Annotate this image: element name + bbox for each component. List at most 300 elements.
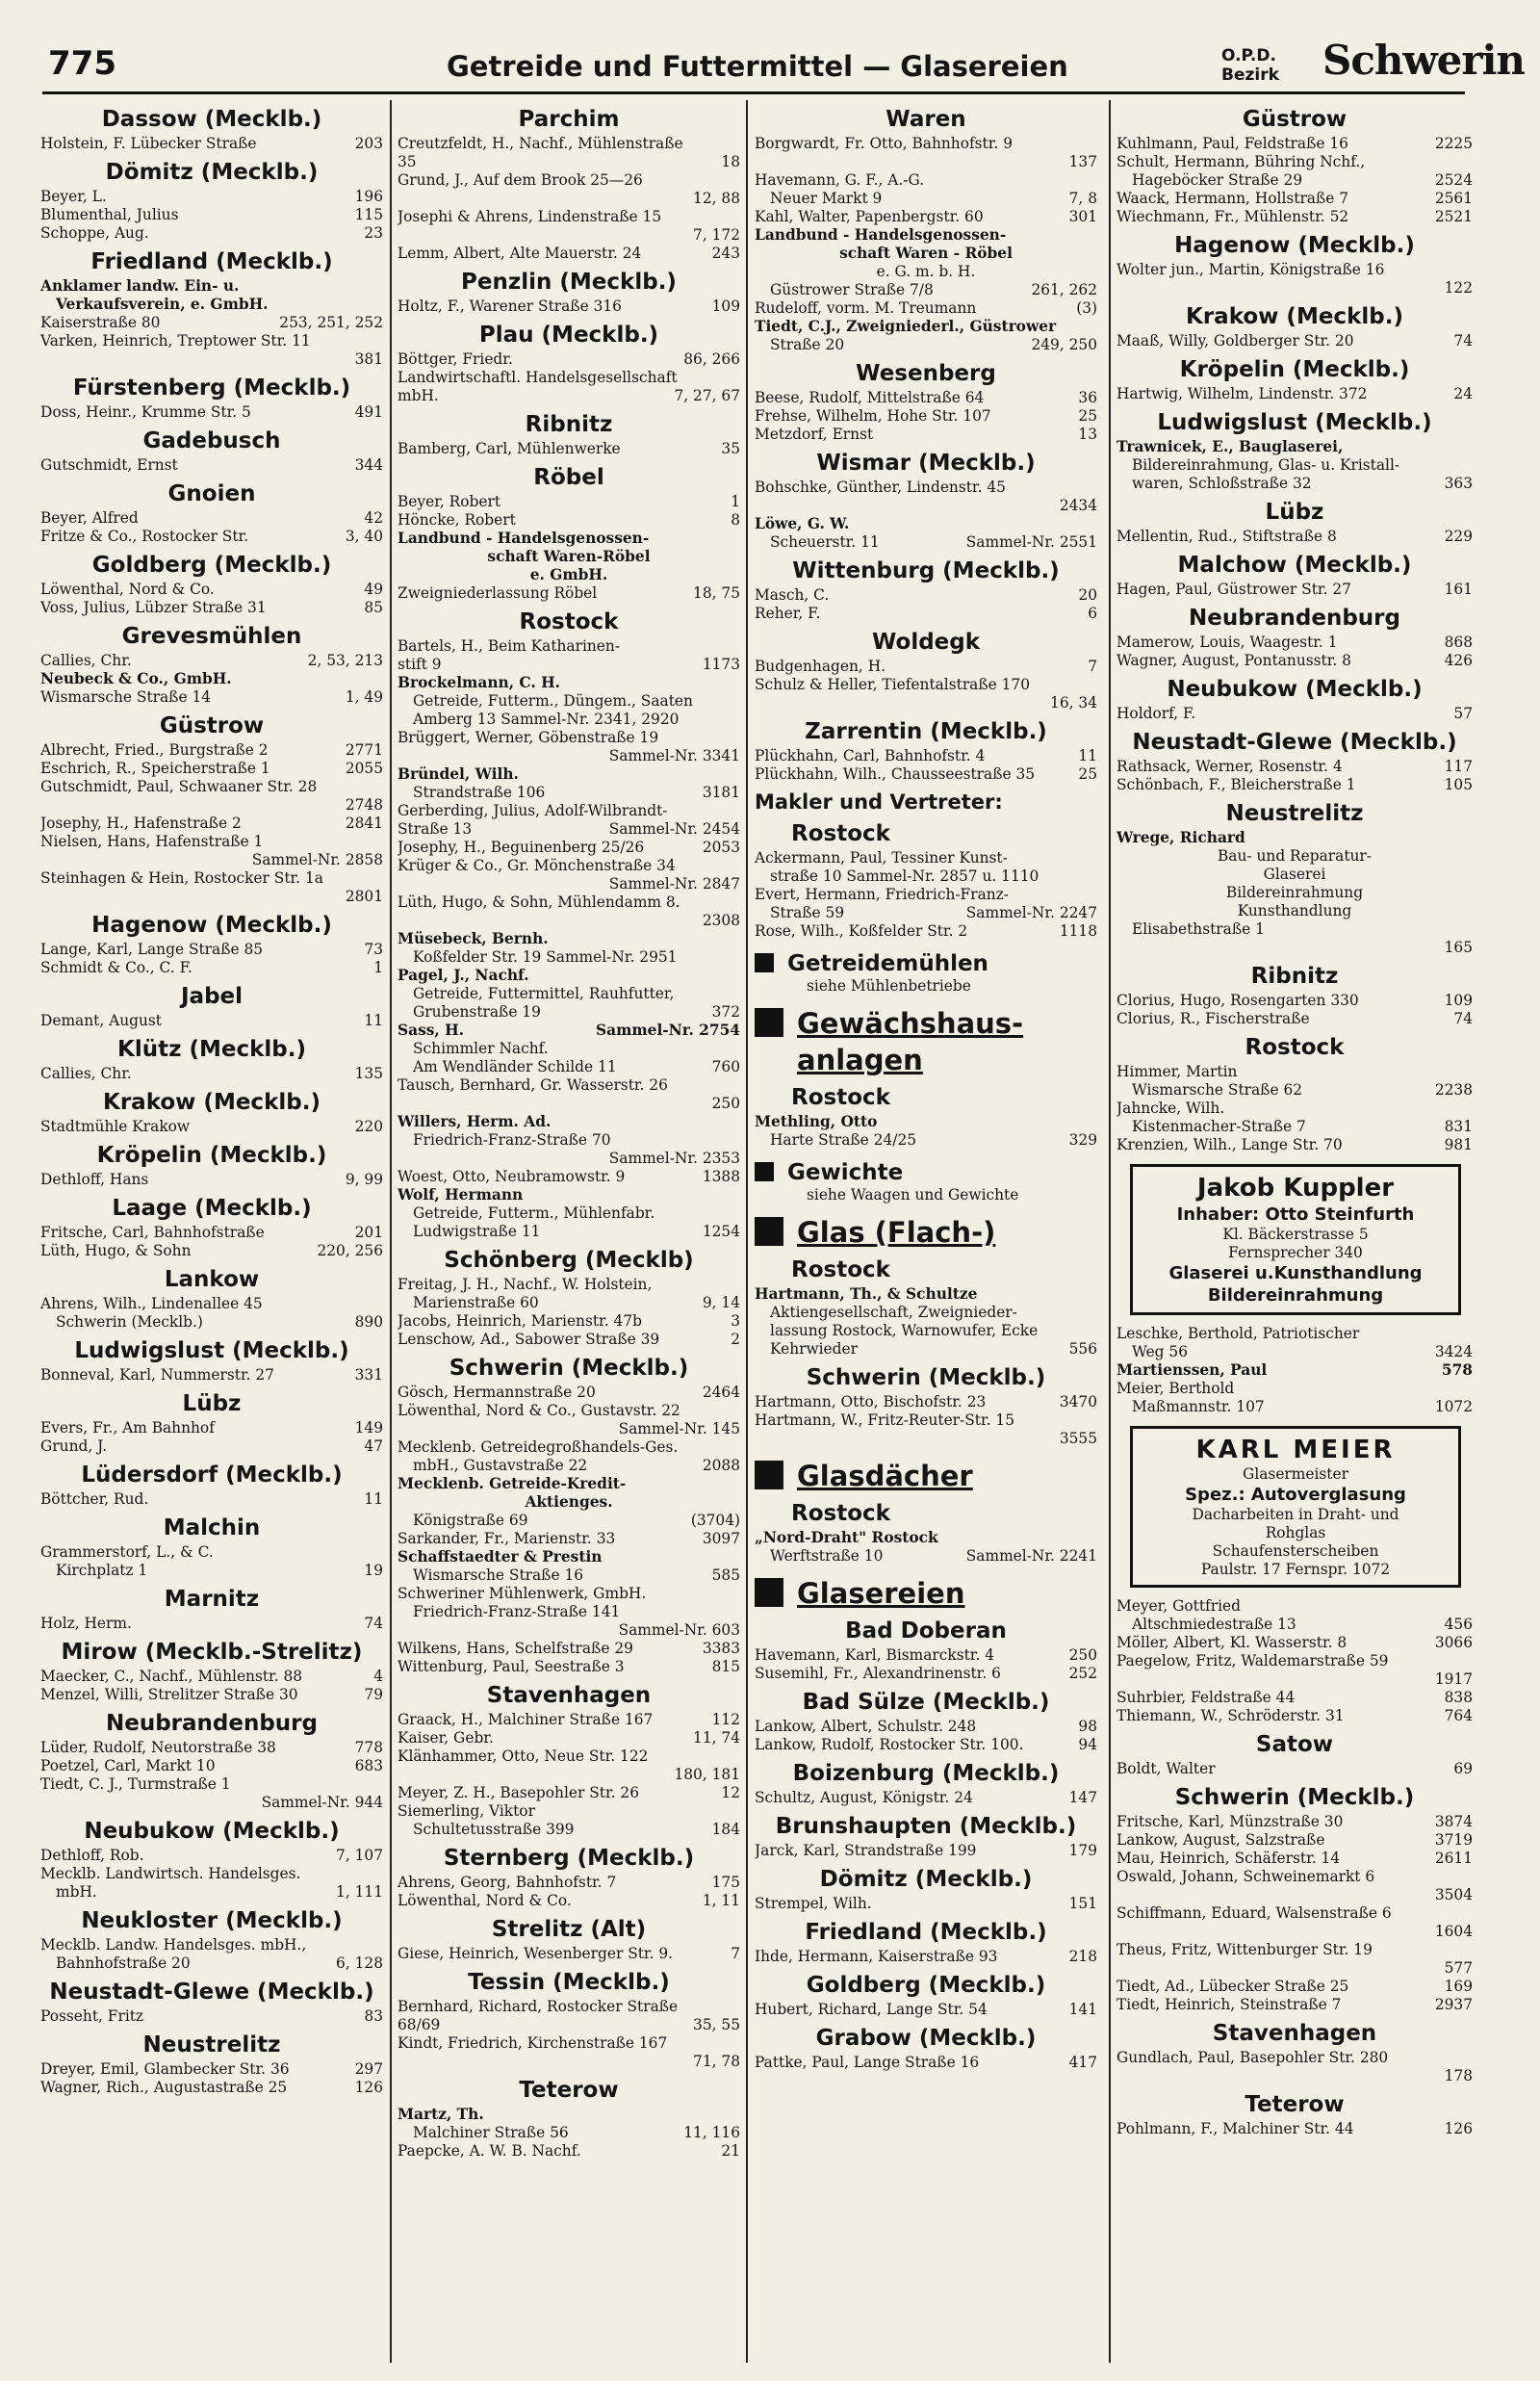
phone-number: 344: [354, 456, 383, 474]
phone-number: 6, 128: [336, 1954, 383, 1972]
listing-entry: [1116, 261, 1473, 279]
place-heading: Gnoien: [167, 481, 256, 506]
advert-line: Rohglas: [1265, 1524, 1326, 1541]
listing-entry: [1116, 829, 1473, 847]
listing-name: Bamberg, Carl, Mühlenwerke: [398, 440, 621, 457]
listing-entry: [40, 1490, 383, 1509]
listing-name: Havemann, Karl, Bismarckstr. 4: [755, 1646, 995, 1664]
listing-entry: [40, 1419, 383, 1437]
listing-name: Hubert, Richard, Lange Str. 54: [755, 2001, 988, 2018]
listing-name: Eschrich, R., Speicherstraße 1: [40, 760, 270, 777]
listing-entry: [398, 171, 740, 190]
listing-entry: [1116, 1904, 1473, 1923]
listing-entry: [398, 2142, 740, 2161]
advert-address: Kl. Bäckerstrasse 5: [1222, 1226, 1369, 1243]
listing-name: Mecklenb. Getreidegroßhandels-Ges.: [398, 1438, 679, 1456]
listing-entry: [40, 778, 383, 796]
listing-name: Löwenthal, Nord & Co.: [398, 1892, 572, 1909]
listing-entry: [1116, 438, 1473, 456]
phone-number: 417: [1068, 2054, 1097, 2071]
listing-name: Schaffstaedter & Prestin: [398, 1548, 603, 1566]
listing-entry: [398, 1076, 740, 1095]
listing-entry: [398, 1113, 740, 1131]
listing-name: Lemm, Albert, Alte Mauerstr. 24: [398, 245, 642, 262]
listing-entry: [755, 135, 1097, 153]
place-heading: Marnitz: [164, 1587, 260, 1612]
listing-name: lassung Rostock, Warnowufer, Ecke: [770, 1322, 1039, 1339]
place-heading: Güstrow: [159, 713, 265, 738]
phone-number: 760: [711, 1058, 740, 1075]
phone-number: 117: [1444, 758, 1473, 775]
place-heading: Rostock: [791, 1085, 890, 1110]
phone-number: 250: [1068, 1646, 1097, 1664]
section-marker-icon: [755, 1162, 774, 1181]
listing-continuation: schaft Waren - Röbel: [839, 245, 1013, 262]
phone-number: 2771: [345, 741, 383, 759]
listing-name: Paegelow, Fritz, Waldemarstraße 59: [1116, 1652, 1389, 1669]
listing-continuation: Kunsthandlung: [1237, 902, 1352, 919]
phone-number: 115: [354, 206, 383, 223]
phone-number: 13: [1078, 426, 1097, 443]
listing-name: Oswald, Johann, Schweinemarkt 6: [1116, 1868, 1375, 1885]
listing-entry: [1116, 171, 1473, 190]
listing-entry: [755, 1411, 1097, 1430]
phone-number: 764: [1444, 1707, 1473, 1724]
phone-number: 11: [364, 1490, 383, 1508]
place-heading: Jabel: [180, 984, 244, 1009]
listing-name: Schweriner Mühlenwerk, GmbH.: [398, 1585, 647, 1602]
listing-entry: [1116, 1081, 1473, 1100]
listing-name: Marienstraße 60: [413, 1294, 539, 1311]
phone-number: (3): [1076, 299, 1097, 317]
section-heading: [755, 1575, 1097, 1612]
listing-name: Gutschmidt, Ernst: [40, 456, 178, 474]
listing-entry: [755, 1322, 1097, 1340]
listing-entry: [398, 208, 740, 226]
listing-entry: [755, 1718, 1097, 1736]
phone-number: 890: [354, 1313, 383, 1331]
listing-name: Holtz, F., Warener Straße 316: [398, 298, 622, 315]
phone-number: 683: [354, 1757, 383, 1774]
listing-entry: [40, 277, 383, 296]
phone-number: 456: [1444, 1616, 1473, 1633]
listing-name: Pattke, Paul, Lange Straße 16: [755, 2054, 980, 2071]
phone-number: 69: [1453, 1760, 1473, 1777]
advert-line: Paulstr. 17 Fernspr. 1072: [1200, 1561, 1391, 1578]
phone-number: 11, 116: [683, 2124, 740, 2141]
listing-entry: [40, 1865, 383, 1883]
place-heading: Neubukow (Mecklb.): [1167, 677, 1423, 702]
listing-entry: [40, 403, 383, 422]
listing-entry: [398, 729, 740, 747]
listing-entry: [755, 1736, 1097, 1754]
listing-entry: [398, 1821, 740, 1839]
listing-name: Callies, Chr.: [40, 652, 132, 669]
phone-number: 1254: [702, 1223, 740, 1240]
listing-name: 35: [398, 153, 417, 170]
listing-name: Dethloff, Rob.: [40, 1847, 144, 1864]
section-label: Gewächshaus-: [797, 1007, 1024, 1040]
listing-entry: [1116, 1616, 1473, 1634]
place-heading: Wismar (Mecklb.): [816, 451, 1036, 476]
listing-entry: [755, 1304, 1097, 1322]
listing-name: Gösch, Hermannstraße 20: [398, 1384, 596, 1401]
listing-name: Güstrower Straße 7/8: [770, 281, 934, 298]
place-heading: Ribnitz: [1250, 964, 1339, 989]
phone-number: 169: [1444, 1978, 1473, 1995]
place-heading: Parchim: [518, 107, 620, 132]
phone-number: 85: [364, 599, 383, 616]
listing-entry: [40, 1757, 383, 1775]
phone-number: 2308: [702, 912, 740, 929]
phone-number: 74: [364, 1615, 383, 1632]
phone-number: 1917: [1434, 1670, 1473, 1688]
listing-name: Weg 56: [1132, 1343, 1188, 1360]
listing-entry: [398, 1892, 740, 1910]
listing-entry: [398, 674, 740, 692]
listing-name: Gerberding, Julius, Adolf-Wilbrandt-: [398, 802, 668, 819]
listing-name: Methling, Otto: [755, 1113, 878, 1130]
place-heading: Waren: [886, 107, 966, 132]
phone-number: 868: [1444, 634, 1473, 651]
column-2: [396, 100, 740, 2372]
listing-name: Lenschow, Ad., Sabower Straße 39: [398, 1331, 660, 1348]
phone-number: Sammel-Nr. 2754: [596, 1022, 740, 1039]
listing-entry: [755, 1113, 1097, 1131]
listing-entry: [1116, 1361, 1473, 1380]
listing-entry: [398, 1402, 740, 1420]
phone-number: 83: [364, 2007, 383, 2025]
listing-entry: [1116, 475, 1473, 493]
listing-entry: [398, 1729, 740, 1747]
phone-number: 249, 250: [1031, 336, 1097, 353]
phone-number: 372: [711, 1003, 740, 1021]
listing-name: Tiedt, C.J., Zweigniederl., Güstrower: [755, 318, 1057, 335]
phone-number: 981: [1444, 1136, 1473, 1153]
listing-entry: [398, 637, 740, 656]
listing-name: Müsebeck, Bernh.: [398, 930, 549, 947]
listing-name: mbH.: [56, 1883, 97, 1901]
listing-name: Aktiengesellschaft, Zweignieder-: [770, 1304, 1017, 1321]
listing-name: Lüder, Rudolf, Neutorstraße 38: [40, 1739, 276, 1756]
advert-line: Dacharbeiten in Draht- und: [1192, 1506, 1399, 1523]
listing-entry: [755, 2001, 1097, 2019]
phone-number: 3181: [702, 784, 740, 801]
listing-name: Ackermann, Paul, Tessiner Kunst-: [755, 849, 1008, 867]
listing-entry: [398, 948, 740, 967]
listing-name: Varken, Heinrich, Treptower Str. 11: [40, 332, 311, 349]
listing-name: Rose, Wilh., Koßfelder Str. 2: [755, 922, 968, 940]
listing-name: Albrecht, Fried., Burgstraße 2: [40, 741, 269, 759]
phone-number: 331: [354, 1366, 383, 1384]
phone-number: 3555: [1059, 1430, 1097, 1447]
listing-entry: [398, 820, 740, 839]
listing-name: Maecker, C., Nachf., Mühlenstr. 88: [40, 1668, 303, 1685]
listing-entry: [398, 1223, 740, 1241]
listing-name: Masch, C.: [755, 586, 830, 604]
listing-name: Martz, Th.: [398, 2106, 484, 2123]
listing-entry: [1116, 1978, 1473, 1996]
listing-entry: [755, 886, 1097, 904]
place-heading: Rostock: [791, 821, 890, 846]
section-label: Glasdächer: [797, 1460, 973, 1492]
listing-name: Jacobs, Heinrich, Marienstr. 47b: [398, 1312, 642, 1330]
listing-name: Nielsen, Hans, Hafenstraße 1: [40, 833, 264, 850]
listing-entry: [755, 426, 1097, 444]
phone-number: 7, 107: [336, 1847, 383, 1864]
page-title: Getreide und Futtermittel — Glasereien: [447, 50, 1068, 83]
listing-name: Wagner, August, Pontanusstr. 8: [1116, 652, 1351, 669]
listing-entry: [398, 1168, 740, 1186]
listing-entry: [398, 511, 740, 530]
listing-entry: [1116, 332, 1473, 350]
listing-entry: [1116, 1996, 1473, 2014]
listing-entry: [1116, 1118, 1473, 1136]
listing-entry: [398, 2034, 740, 2053]
listing-name: Schoppe, Aug.: [40, 224, 149, 242]
listing-entry: [1116, 1850, 1473, 1868]
listing-entry: [1116, 1398, 1473, 1416]
listing-entry: [398, 839, 740, 857]
phone-number: 184: [711, 1821, 740, 1838]
listing-name: Tausch, Bernhard, Gr. Wasserstr. 26: [398, 1076, 668, 1094]
listing-name: Josephy, H., Hafenstraße 2: [40, 815, 242, 832]
phone-number: 49: [364, 581, 383, 598]
phone-number: 126: [1444, 2120, 1473, 2137]
place-heading: Krakow (Mecklb.): [1186, 304, 1403, 329]
phone-number: 165: [1444, 939, 1473, 956]
phone-number: 9, 14: [702, 1294, 740, 1311]
column-3: [753, 100, 1097, 2372]
listing-name: Callies, Chr.: [40, 1065, 132, 1082]
listing-entry: [40, 1615, 383, 1633]
listing-entry: [1116, 581, 1473, 599]
listing-name: Wilkens, Hans, Schelfstraße 29: [398, 1640, 633, 1657]
listing-entry: [40, 1242, 383, 1260]
listing-name: Tiedt, Heinrich, Steinstraße 7: [1116, 1996, 1342, 2013]
listing-entry: [40, 1224, 383, 1242]
listing-name: Creutzfeldt, H., Nachf., Mühlenstraße: [398, 135, 683, 152]
listing-name: Steinhagen & Hein, Rostocker Str. 1a: [40, 869, 323, 887]
listing-entry: [398, 1945, 740, 1963]
listing-entry: [40, 528, 383, 546]
listing-name: Brockelmann, C. H.: [398, 674, 561, 691]
phone-number: 2841: [345, 815, 383, 832]
listing-entry: [398, 584, 740, 603]
listing-entry: [398, 1603, 740, 1621]
phone-number: 180, 181: [674, 1766, 740, 1783]
listing-name: Wittenburg, Paul, Seestraße 3: [398, 1658, 625, 1675]
listing-entry: [40, 741, 383, 760]
phone-number: 20: [1078, 586, 1097, 604]
phone-number: 7, 8: [1068, 190, 1097, 207]
place-heading: Neubukow (Mecklb.): [84, 1819, 340, 1844]
phone-number: 135: [354, 1065, 383, 1082]
listing-entry: [398, 1658, 740, 1676]
listing-entry: [755, 922, 1097, 941]
column-4: [1115, 100, 1473, 2372]
phone-number: 229: [1444, 528, 1473, 545]
listing-entry: [398, 765, 740, 784]
listing-entry: [398, 893, 740, 912]
listing-entry: [398, 1747, 740, 1766]
listing-name: Altschmiedestraße 13: [1132, 1616, 1296, 1633]
phone-number: 126: [354, 2079, 383, 2096]
listing-name: Beyer, Alfred: [40, 509, 139, 527]
listing-name: Löwenthal, Nord & Co.: [40, 581, 215, 598]
phone-number: 36: [1078, 389, 1097, 406]
listing-entry: [398, 1784, 740, 1802]
listing-name: Bründel, Wilh.: [398, 765, 519, 783]
place-heading: Rostock: [1245, 1035, 1345, 1060]
place-heading: Satow: [1255, 1732, 1334, 1757]
place-heading: Neustrelitz: [142, 2032, 281, 2057]
listing-name: Trawnicek, E., Bauglaserei,: [1116, 438, 1344, 455]
phone-number: 71, 78: [693, 2053, 740, 2070]
listing-entry: [755, 747, 1097, 765]
phone-number: 1: [731, 493, 740, 510]
phone-number: 109: [711, 298, 740, 315]
phone-number: 815: [711, 1658, 740, 1675]
listing-name: Bohschke, Günther, Lindenstr. 45: [755, 479, 1006, 496]
listing-entry: [755, 1529, 1097, 1547]
listing-entry: [398, 2124, 740, 2142]
listing-name: Meier, Berthold: [1116, 1380, 1235, 1397]
place-heading: Sternberg (Mecklb.): [443, 1846, 695, 1871]
listing-entry: [1116, 2049, 1473, 2067]
listing-name: Bahnhofstraße 20: [56, 1954, 191, 1972]
phone-number: 141: [1068, 2001, 1097, 2018]
listing-name: Bonneval, Karl, Nummerstr. 27: [40, 1366, 274, 1384]
listing-name: Gutschmidt, Paul, Schwaaner Str. 28: [40, 778, 318, 795]
place-heading: Schönberg (Mecklb): [444, 1248, 694, 1273]
listing-name: Leschke, Berthold, Patriotischer: [1116, 1325, 1360, 1342]
listing-entry: [755, 208, 1097, 226]
place-heading: Rostock: [791, 1257, 890, 1282]
listing-name: Maaß, Willy, Goldberger Str. 20: [1116, 332, 1354, 349]
listing-name: Mamerow, Louis, Waagestr. 1: [1116, 634, 1338, 651]
phone-number: 252: [1068, 1665, 1097, 1682]
phone-number: Sammel-Nr. 2241: [965, 1547, 1097, 1565]
place-heading: Schwerin (Mecklb.): [1174, 1785, 1415, 1810]
listing-entry: [755, 1789, 1097, 1807]
listing-name: Graack, H., Malchiner Straße 167: [398, 1711, 654, 1728]
phone-number: 3383: [702, 1640, 740, 1657]
listing-name: Hartmann, Otto, Bischofstr. 23: [755, 1393, 987, 1410]
listing-entry: [40, 581, 383, 599]
listing-entry: [40, 1171, 383, 1189]
phone-number: 196: [354, 188, 383, 205]
listing-name: Werftstraße 10: [770, 1547, 884, 1565]
listing-name: straße 10 Sammel-Nr. 2857 u. 1110: [770, 867, 1040, 885]
listing-entry: [40, 206, 383, 224]
listing-name: Fritsche, Karl, Münzstraße 30: [1116, 1813, 1344, 1830]
place-heading: Schwerin (Mecklb.): [449, 1356, 689, 1381]
phone-number: 105: [1444, 776, 1473, 793]
listing-entry: [40, 815, 383, 833]
listing-entry: [398, 1294, 740, 1312]
listing-entry: [1116, 1652, 1473, 1670]
listing-entry: [1116, 385, 1473, 403]
listing-name: 68/69: [398, 2016, 441, 2033]
phone-number: 297: [354, 2060, 383, 2078]
listing-name: Wrege, Richard: [1116, 829, 1245, 846]
listing-name: Kahl, Walter, Papenbergstr. 60: [755, 208, 984, 225]
phone-number: 363: [1444, 475, 1473, 492]
advert-line: Spez.: Autoverglasung: [1185, 1485, 1406, 1505]
listing-name: Freitag, J. H., Nachf., W. Holstein,: [398, 1276, 653, 1293]
section-label: Glasereien: [797, 1577, 965, 1610]
listing-entry: [398, 857, 740, 875]
phone-number: Sammel-Nr. 2551: [965, 533, 1097, 551]
listing-name: Königstraße 69: [413, 1512, 528, 1529]
listing-entry: [398, 1998, 740, 2016]
phone-number: 3, 40: [345, 528, 383, 545]
phone-number: 35: [721, 440, 740, 457]
listing-name: Rudeloff, vorm. M. Treumann: [755, 299, 977, 317]
listing-entry: [1116, 1760, 1473, 1778]
listing-name: Josephi & Ahrens, Lindenstraße 15: [398, 208, 662, 225]
listing-name: Beyer, L.: [40, 188, 107, 205]
phone-number: 18, 75: [693, 584, 740, 602]
phone-number: 79: [364, 1686, 383, 1703]
phone-number: 23: [364, 224, 383, 242]
listing-entry: [755, 849, 1097, 867]
phone-number: (3704): [690, 1512, 740, 1529]
listing-entry: [755, 1393, 1097, 1411]
place-heading: Krakow (Mecklb.): [103, 1090, 321, 1115]
listing-name: „Nord-Draht" Rostock: [755, 1529, 938, 1546]
listing-entry: [1116, 1100, 1473, 1118]
listing-name: Beyer, Robert: [398, 493, 501, 510]
phone-number: 175: [711, 1874, 740, 1891]
phone-number: 3874: [1434, 1813, 1473, 1830]
listing-name: Voss, Julius, Lübzer Straße 31: [40, 599, 267, 616]
place-heading: Friedland (Mecklb.): [805, 1920, 1047, 1945]
listing-entry: [398, 1186, 740, 1204]
listing-continuation: Bau- und Reparatur-: [1218, 847, 1372, 865]
place-heading: Mirow (Mecklb.-Strelitz): [61, 1640, 363, 1665]
listing-name: Stadtmühle Krakow: [40, 1118, 191, 1135]
listing-entry: [755, 533, 1097, 552]
listing-name: Straße 13: [398, 820, 473, 838]
listing-name: Clorius, Hugo, Rosengarten 330: [1116, 992, 1359, 1009]
listing-entry: [1116, 1707, 1473, 1725]
listing-entry: [398, 1802, 740, 1821]
listing-entry: [1116, 1010, 1473, 1028]
listing-name: Thiemann, W., Schröderstr. 31: [1116, 1707, 1345, 1724]
listing-name: Waack, Hermann, Hollstraße 7: [1116, 190, 1349, 207]
listing-name: Schultetusstraße 399: [413, 1821, 575, 1838]
listing-entry: [398, 784, 740, 802]
phone-number: 2748: [345, 796, 383, 814]
listing-name: Lankow, August, Salzstraße: [1116, 1831, 1325, 1849]
phone-number: 778: [354, 1739, 383, 1756]
listing-entry: [755, 1646, 1097, 1665]
listing-continuation: e. GmbH.: [529, 566, 608, 583]
phone-number: 12: [721, 1784, 740, 1801]
listing-entry: [398, 1874, 740, 1892]
phone-number: 42: [364, 509, 383, 527]
phone-number: Sammel-Nr. 145: [618, 1420, 740, 1437]
listing-continuation: e. G. m. b. H.: [876, 263, 976, 280]
listing-entry: [1116, 135, 1473, 153]
section-marker-icon: [755, 1461, 783, 1489]
listing-name: Grubenstraße 19: [413, 1003, 541, 1021]
listing-entry: [398, 1640, 740, 1658]
listing-name: Bartels, H., Beim Katharinen-: [398, 637, 621, 655]
phone-number: 2611: [1434, 1850, 1473, 1867]
